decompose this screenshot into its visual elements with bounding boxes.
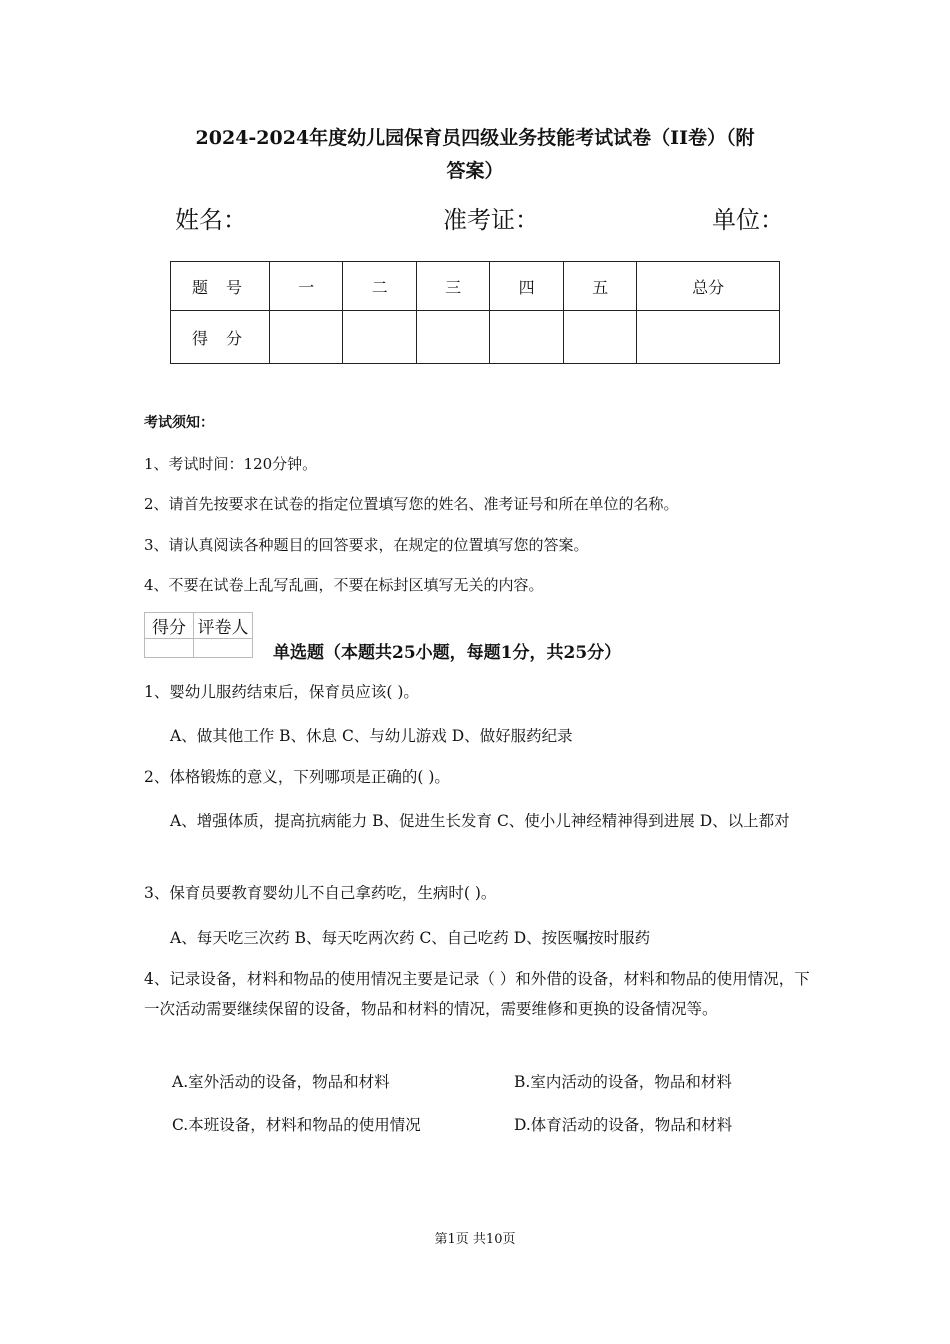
grader-name-label: 评卷人: [194, 613, 253, 639]
question-stem: 2、体格锻炼的意义，下列哪项是正确的( )。: [144, 768, 450, 786]
score-table-col: 总分: [637, 262, 780, 311]
score-table: [170, 261, 780, 364]
score-cell[interactable]: [563, 311, 636, 364]
grader-name-cell[interactable]: [194, 639, 253, 658]
score-table-row-label: 得分: [171, 311, 270, 364]
score-table-header-row: [171, 262, 780, 311]
score-table-score-row: [171, 311, 780, 364]
title-line-2: 答案）: [446, 160, 504, 182]
notice-heading: 考试须知：: [144, 415, 214, 431]
question-options: A、做其他工作 B、休息 C、与幼儿游戏 D、做好服药纪录: [170, 727, 573, 745]
title-line-1: 2024-2024年度幼儿园保育员四级业务技能考试试卷（II卷）（附: [195, 127, 755, 149]
option-d: D.体育活动的设备，物品和材料: [514, 1116, 733, 1134]
score-cell[interactable]: [343, 311, 416, 364]
notice-item: 4、不要在试卷上乱写乱画，不要在标封区填写无关的内容。: [144, 576, 544, 594]
score-table-row-label: 题号: [171, 262, 270, 311]
option-a: A.室外活动的设备，物品和材料: [172, 1073, 390, 1091]
question-stem: 3、保育员要教育婴幼儿不自己拿药吃，生病时( )。: [144, 884, 497, 902]
score-table-col: 一: [270, 262, 343, 311]
grader-score-label: 得分: [145, 613, 194, 639]
page-title: [130, 122, 820, 188]
unit-label: 单位：: [712, 206, 784, 234]
question-options: A、每天吃三次药 B、每天吃两次药 C、自己吃药 D、按医嘱按时服药: [170, 929, 651, 947]
score-table-col: 三: [416, 262, 489, 311]
score-cell[interactable]: [416, 311, 489, 364]
option-c: C.本班设备，材料和物品的使用情况: [172, 1116, 421, 1134]
notice-item: 3、请认真阅读各种题目的回答要求，在规定的位置填写您的答案。: [144, 536, 589, 554]
grader-box: [144, 612, 253, 658]
score-cell[interactable]: [637, 311, 780, 364]
grader-score-cell[interactable]: [145, 639, 194, 658]
question-options: A、增强体质，提高抗病能力 B、促进生长发育 C、使小儿神经精神得到进展 D、以上都对: [170, 812, 790, 830]
notice-item: 1、考试时间：120分钟。: [144, 455, 318, 473]
name-label: 姓名：: [175, 206, 247, 234]
score-table-col: 二: [343, 262, 416, 311]
question-stem: 4、记录设备，材料和物品的使用情况主要是记录（ ）和外借的设备，材料和物品的使用情况，下一次活动需要继续保留的设备，物品和材料的情况，需要维修和更换的设备情况等。: [144, 970, 810, 1018]
score-cell[interactable]: [490, 311, 563, 364]
score-table-col: 五: [563, 262, 636, 311]
exam-number-label: 准考证：: [443, 206, 539, 234]
page-footer: 第1页 共10页: [434, 1232, 516, 1247]
notice-item: 2、请首先按要求在试卷的指定位置填写您的姓名、准考证号和所在单位的名称。: [144, 495, 679, 513]
score-table-col: 四: [490, 262, 563, 311]
section-title: 单选题（本题共25小题，每题1分，共25分）: [273, 643, 622, 663]
question-stem: 1、婴幼儿服药结束后，保育员应该( )。: [144, 683, 419, 701]
option-b: B.室内活动的设备，物品和材料: [514, 1073, 732, 1091]
score-cell[interactable]: [270, 311, 343, 364]
